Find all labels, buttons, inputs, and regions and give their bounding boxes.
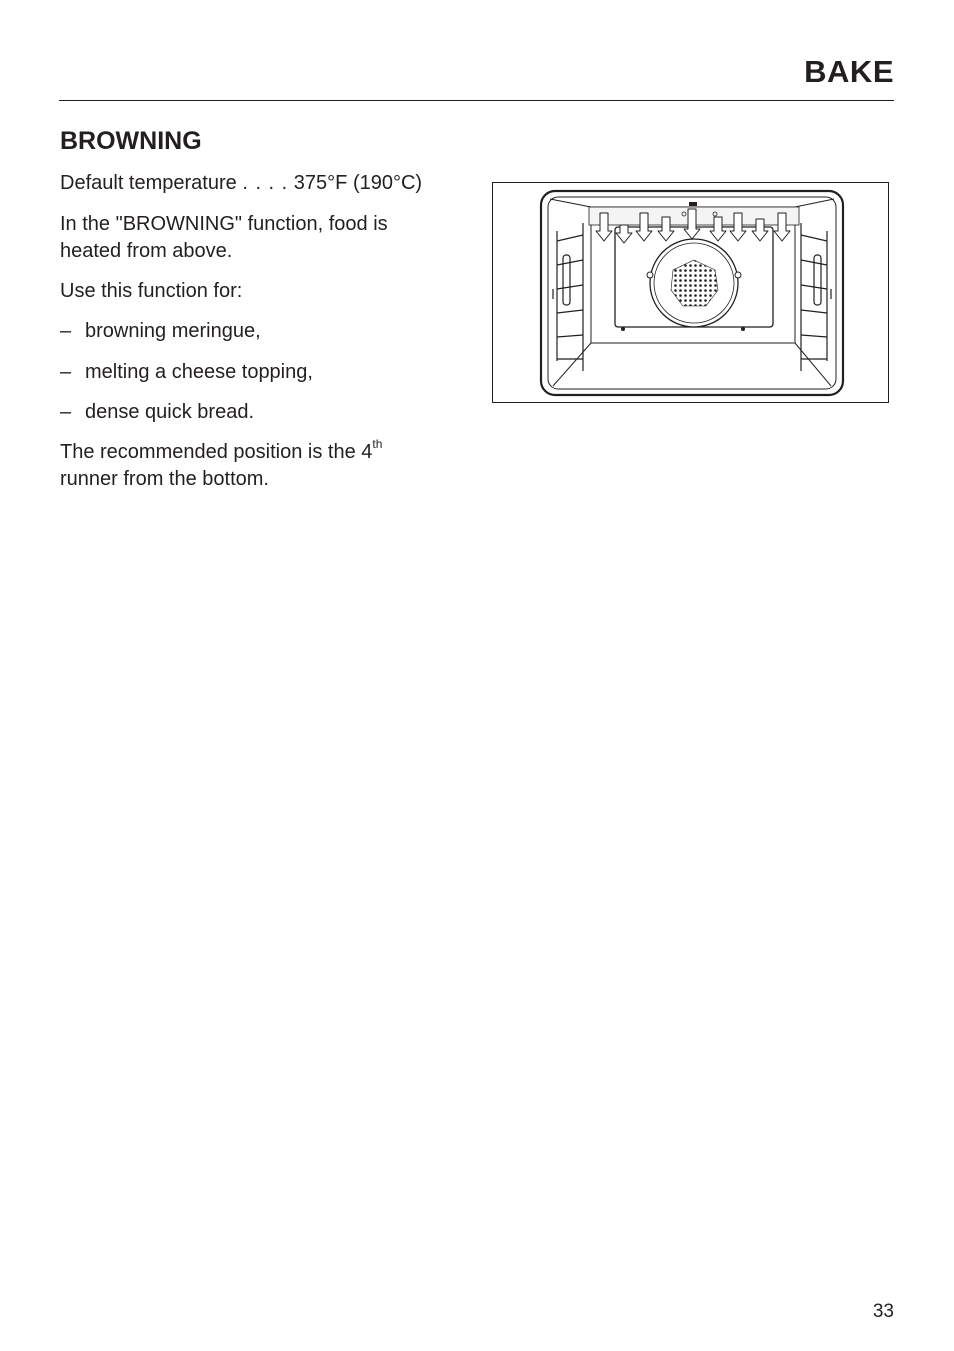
recommended-position-line-1 <box>60 439 480 466</box>
temperature-leader-dots: . . . . <box>242 172 289 194</box>
temperature-label: Default temperature <box>60 172 237 194</box>
list-item-text: dense quick bread. <box>85 401 255 423</box>
recommended-position-text: The recommended position is the 4 <box>60 441 373 463</box>
page-number: 33 <box>872 1301 894 1322</box>
list-item-text: browning meringue, <box>85 320 261 342</box>
recommended-position-line-2: runner from the bottom. <box>60 468 269 490</box>
oven-illustration <box>492 182 889 403</box>
header-divider <box>59 100 894 101</box>
ordinal-suffix: th <box>372 437 383 451</box>
uses-label: Use this function for: <box>60 280 243 302</box>
temperature-value: 375°F (190°C) <box>293 172 423 194</box>
list-item: – browning meringue, <box>60 320 261 342</box>
intro-line-1: In the "BROWNING" function, food is <box>60 213 388 235</box>
list-item-text: melting a cheese topping, <box>85 361 313 383</box>
intro-line-2: heated from above. <box>60 240 233 262</box>
default-temperature-line <box>60 170 480 197</box>
section-title: BROWNING <box>60 127 202 155</box>
list-item: – dense quick bread. <box>60 401 255 423</box>
list-item: – melting a cheese topping, <box>60 361 313 383</box>
oven-top-heat-icon <box>493 183 888 402</box>
page-header-title: BAKE <box>804 54 894 89</box>
